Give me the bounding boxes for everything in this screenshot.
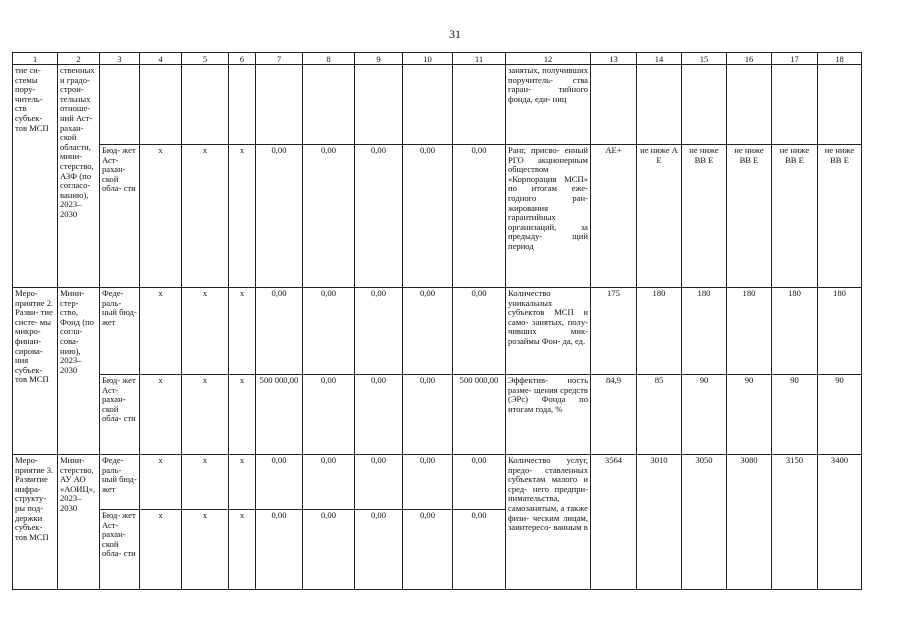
empty-cell <box>772 65 818 145</box>
value-cell: x <box>182 145 229 288</box>
value-cell: x <box>229 145 256 288</box>
value-cell: 0,00 <box>303 288 355 375</box>
value-cell: x <box>140 288 182 375</box>
value-cell: не ниже ВВ Е <box>772 145 818 288</box>
column-number: 10 <box>403 53 453 65</box>
empty-cell <box>355 65 403 145</box>
column-number: 3 <box>100 53 140 65</box>
value-cell: x <box>182 455 229 510</box>
value-cell: 0,00 <box>256 510 303 590</box>
value-cell: 0,00 <box>303 455 355 510</box>
table-row <box>13 288 862 375</box>
column-number: 12 <box>506 53 591 65</box>
column-number: 13 <box>591 53 637 65</box>
value-cell: 0,00 <box>453 455 506 510</box>
value-cell: 500 000,00 <box>453 375 506 455</box>
activity-name-cell: Меро- приятие 2. Разви- тие систе- мы микро- финан- сирова- ния субъек- тов МСП <box>13 288 58 455</box>
executor-cell: Мини- стер- ство, Фонд (по согла- сова- нию), 2023– 2030 <box>58 288 100 455</box>
empty-cell <box>403 65 453 145</box>
value-cell: 84,9 <box>591 375 637 455</box>
indicator-cell: Эффектив- ность разме- щения средств (ЭРс) Фонда по итогам года, % <box>506 375 591 455</box>
value-cell: 0,00 <box>403 288 453 375</box>
empty-cell <box>182 65 229 145</box>
value-cell: x <box>229 455 256 510</box>
value-cell: 0,00 <box>453 145 506 288</box>
empty-cell <box>818 65 862 145</box>
value-cell: 0,00 <box>303 375 355 455</box>
executor-cell: ственных и градо- строи- тельных отноше- ний Аст- рахан- ской области, мини- стерство, АЗФ (по согласо- ванию), 2023–2030 <box>58 65 100 288</box>
empty-cell <box>637 65 682 145</box>
value-cell: 90 <box>772 375 818 455</box>
empty-cell <box>229 65 256 145</box>
value-cell: 3010 <box>637 455 682 590</box>
value-cell: AE+ <box>591 145 637 288</box>
value-cell: 0,00 <box>403 375 453 455</box>
empty-cell <box>256 65 303 145</box>
column-number: 15 <box>682 53 727 65</box>
value-cell: 0,00 <box>403 145 453 288</box>
value-cell: не ниже ВВ Е <box>682 145 727 288</box>
column-number: 16 <box>727 53 772 65</box>
value-cell: 90 <box>682 375 727 455</box>
activity-name-cell: тие си- стемы пору- читель- ств субъек- тов МСП <box>13 65 58 288</box>
column-number: 6 <box>229 53 256 65</box>
value-cell: 3050 <box>682 455 727 590</box>
value-cell: 3564 <box>591 455 637 590</box>
value-cell: 180 <box>818 288 862 375</box>
value-cell: 180 <box>637 288 682 375</box>
executor-cell: Мини- стерство, АУ АО «АОИЦ», 2023–2030 <box>58 455 100 590</box>
value-cell: 0,00 <box>256 288 303 375</box>
value-cell: 0,00 <box>403 455 453 510</box>
value-cell: x <box>229 375 256 455</box>
value-cell: не ниже ВВ Е <box>818 145 862 288</box>
column-number: 17 <box>772 53 818 65</box>
column-number: 18 <box>818 53 862 65</box>
value-cell: 0,00 <box>355 145 403 288</box>
value-cell: 0,00 <box>256 455 303 510</box>
value-cell: 0,00 <box>256 145 303 288</box>
funding-source-cell: Феде- раль- ный бюд- жет <box>100 455 140 510</box>
value-cell: 0,00 <box>355 288 403 375</box>
page-number: 31 <box>449 27 461 41</box>
value-cell: x <box>140 455 182 510</box>
value-cell: 0,00 <box>303 145 355 288</box>
empty-cell <box>727 65 772 145</box>
value-cell: 90 <box>818 375 862 455</box>
empty-cell <box>453 65 506 145</box>
empty-cell <box>140 65 182 145</box>
column-number: 2 <box>58 53 100 65</box>
value-cell: 3150 <box>772 455 818 590</box>
value-cell: 85 <box>637 375 682 455</box>
column-number: 1 <box>13 53 58 65</box>
table-row <box>13 375 862 455</box>
table-row <box>13 145 862 288</box>
indicator-cell: занятых, получивших поручитель- ства гаран- тийного фонда, еди- ниц <box>506 65 591 145</box>
value-cell: x <box>140 510 182 590</box>
value-cell: 0,00 <box>403 510 453 590</box>
value-cell: x <box>229 510 256 590</box>
value-cell: x <box>182 288 229 375</box>
indicator-cell: Количество уникальных субъектов МСП и само- занятых, полу- чивших мик- розаймы Фон- да, ед. <box>506 288 591 375</box>
value-cell: 3400 <box>818 455 862 590</box>
value-cell: x <box>182 510 229 590</box>
program-table <box>12 52 862 590</box>
value-cell: 3080 <box>727 455 772 590</box>
column-number: 8 <box>303 53 355 65</box>
value-cell: x <box>140 145 182 288</box>
value-cell: x <box>182 375 229 455</box>
indicator-cell: Ранг, присво- енный РГО акционерным обществом «Корпорация МСП» по итогам еже- годного ран- жирования гарантийных организаций, за предыду- щий период <box>506 145 591 288</box>
value-cell: 0,00 <box>355 455 403 510</box>
column-number: 4 <box>140 53 182 65</box>
funding-source-cell: Бюд- жет Аст- рахан- ской обла- сти <box>100 510 140 590</box>
value-cell: 180 <box>727 288 772 375</box>
funding-source-cell: Бюд- жет Аст- рахан- ской обла- сти <box>100 375 140 455</box>
header-row <box>13 53 862 65</box>
activity-name-cell: Меро- приятие 3. Развитие инфра- структу- ры под- держки субъек- тов МСП <box>13 455 58 590</box>
indicator-cell: Количество услуг, предо- ставленных субъектам малого и сред- него предпри- нимательства, самозанятым, а также физи- ческим лицам, заинтересо- ванным в <box>506 455 591 590</box>
value-cell: не ниже А Е <box>637 145 682 288</box>
empty-cell <box>100 65 140 145</box>
value-cell: 90 <box>727 375 772 455</box>
value-cell: 500 000,00 <box>256 375 303 455</box>
value-cell: не ниже ВВ Е <box>727 145 772 288</box>
value-cell: 0,00 <box>355 510 403 590</box>
column-number: 9 <box>355 53 403 65</box>
empty-cell <box>682 65 727 145</box>
value-cell: x <box>140 375 182 455</box>
value-cell: 0,00 <box>355 375 403 455</box>
value-cell: 0,00 <box>303 510 355 590</box>
funding-source-cell: Феде- раль- ный бюд- жет <box>100 288 140 375</box>
column-number: 14 <box>637 53 682 65</box>
table-row <box>13 455 862 510</box>
value-cell: 0,00 <box>453 288 506 375</box>
column-number: 5 <box>182 53 229 65</box>
value-cell: 0,00 <box>453 510 506 590</box>
table-row <box>13 65 862 145</box>
empty-cell <box>303 65 355 145</box>
column-number: 7 <box>256 53 303 65</box>
funding-source-cell: Бюд- жет Аст- рахан- ской обла- сти <box>100 145 140 288</box>
empty-cell <box>591 65 637 145</box>
column-number: 11 <box>453 53 506 65</box>
value-cell: 180 <box>772 288 818 375</box>
value-cell: 175 <box>591 288 637 375</box>
value-cell: 180 <box>682 288 727 375</box>
value-cell: x <box>229 288 256 375</box>
